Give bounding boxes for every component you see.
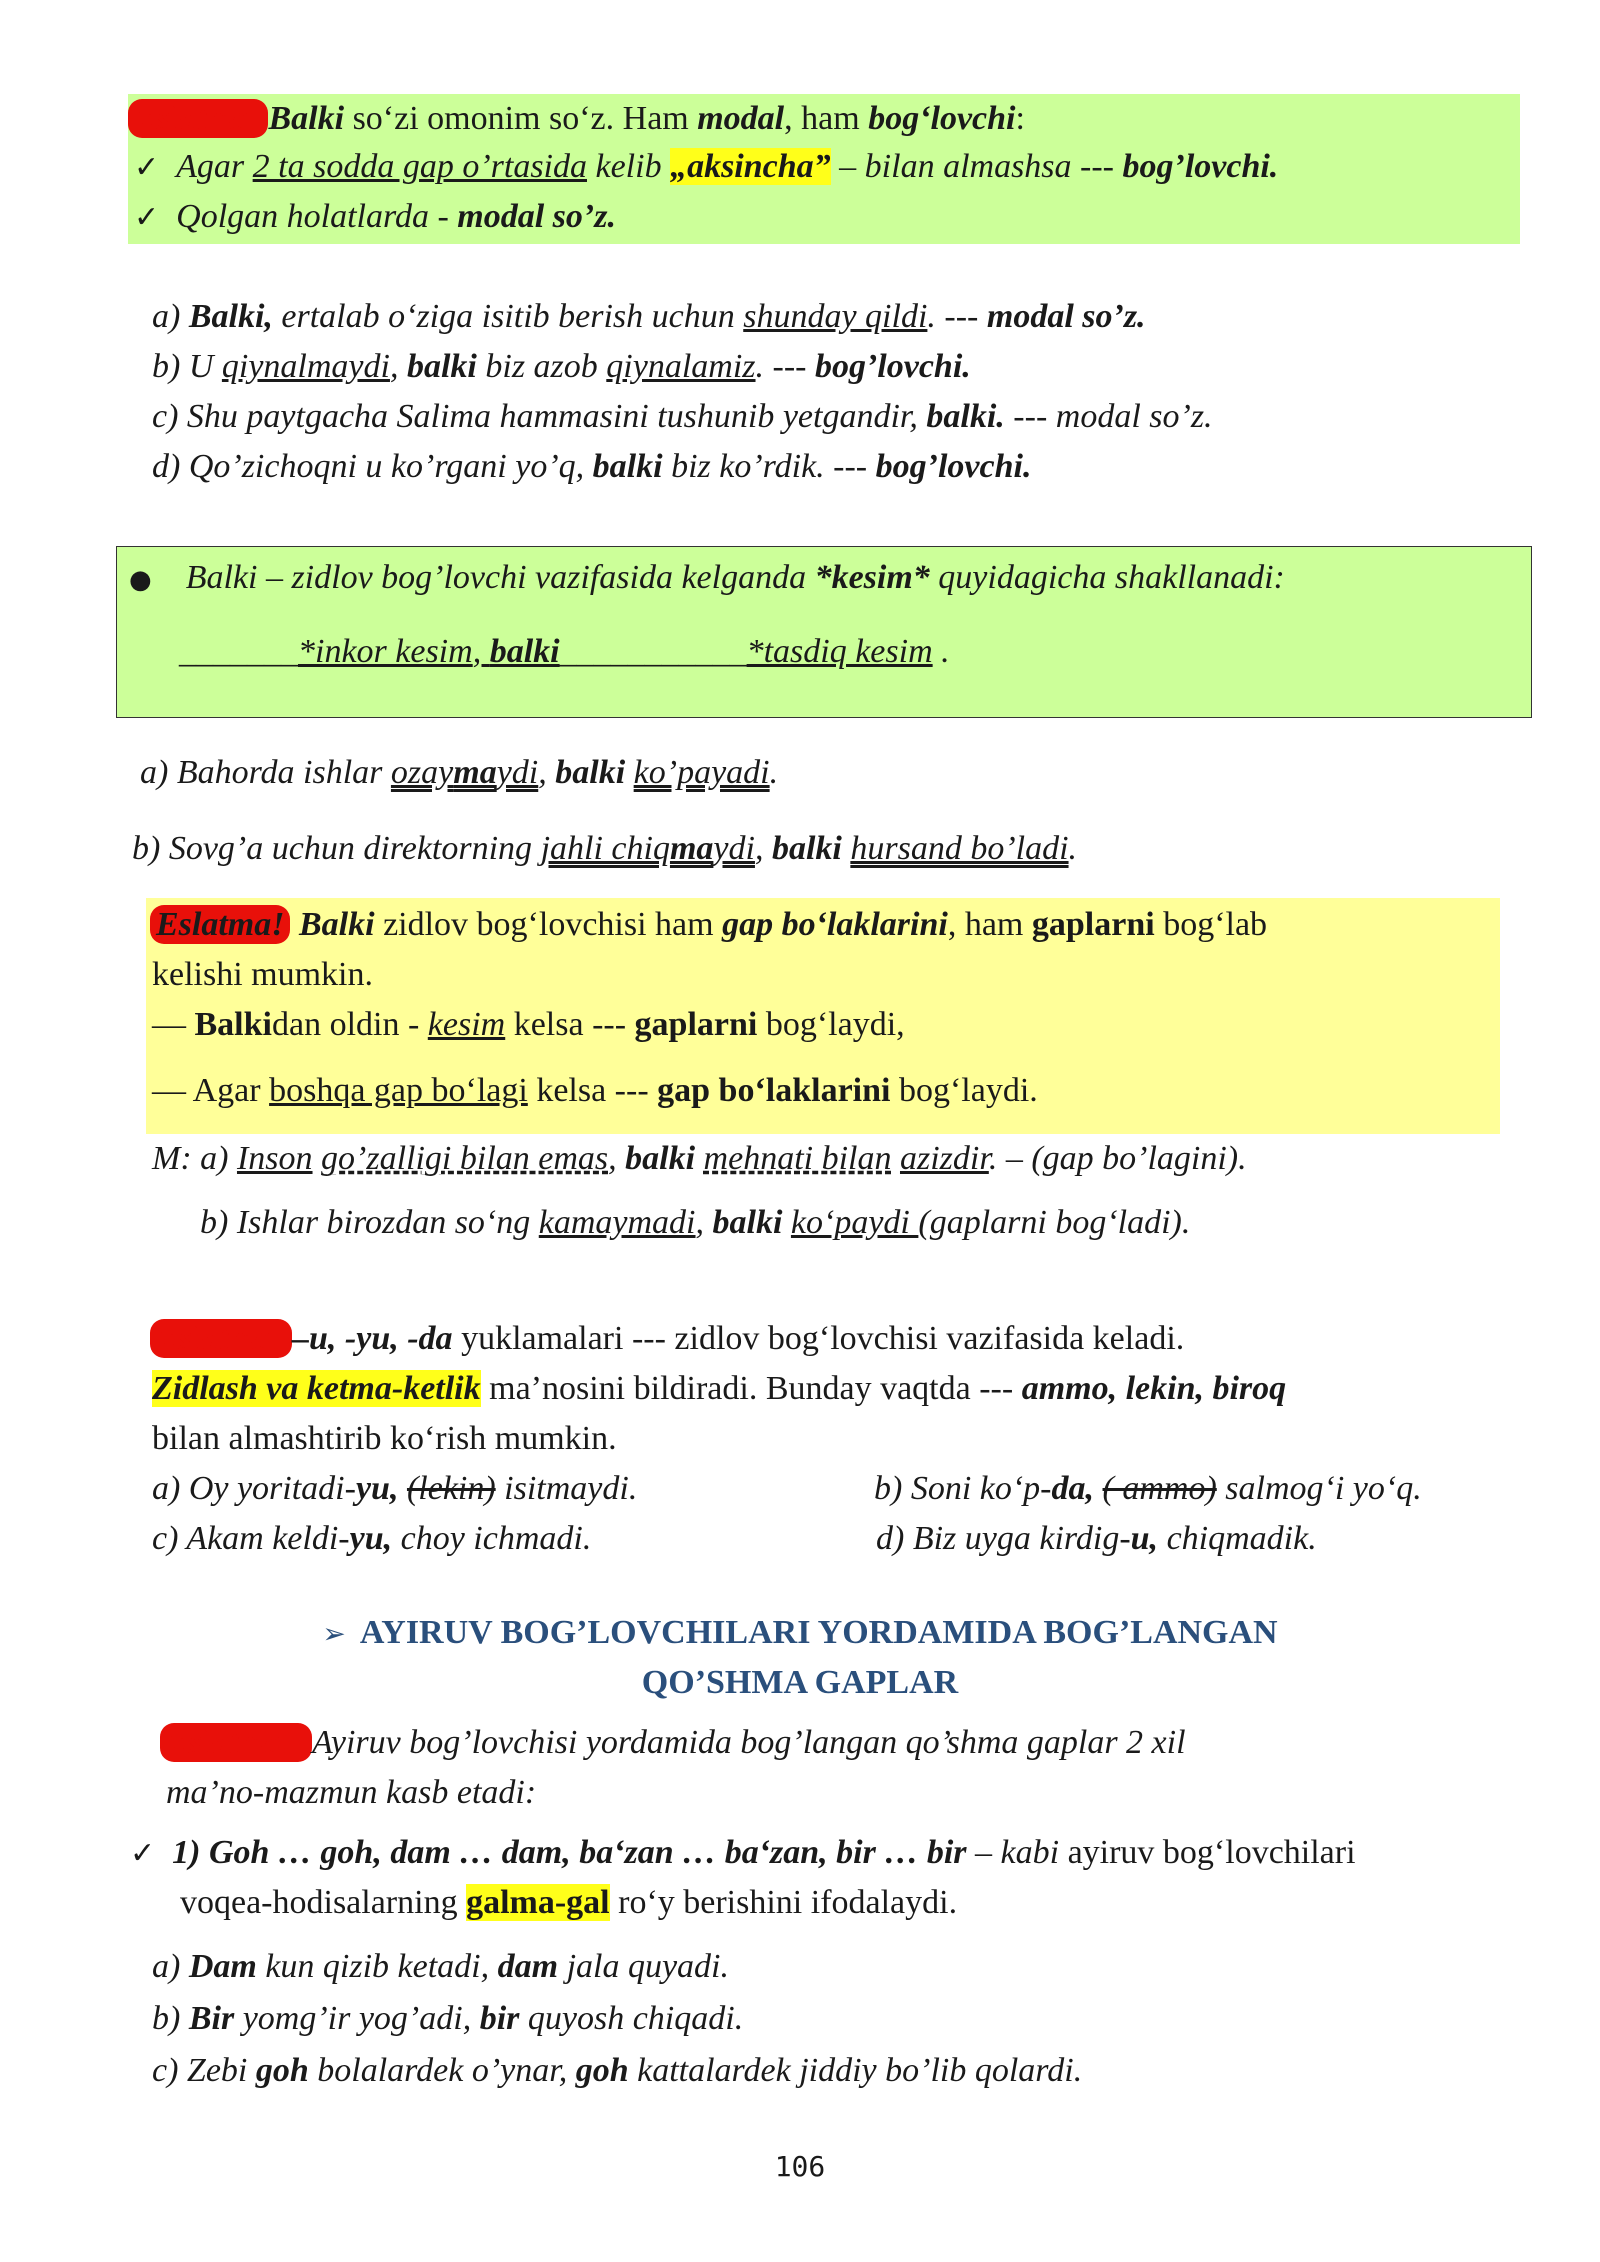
text-run: , ham bbox=[947, 906, 1032, 943]
text-run: galma-gal bbox=[466, 1884, 610, 1921]
particles-text bbox=[292, 1320, 1184, 1357]
text-run: 2 ta sodda gap o’rtasida bbox=[252, 148, 587, 185]
example-line bbox=[152, 1996, 743, 2042]
eslatma-tag: Eslatma! bbox=[150, 905, 290, 944]
text-run: M: a) bbox=[152, 1140, 237, 1177]
text-run: voqea-hodisalarning bbox=[180, 1884, 467, 1921]
text-run: mehnati bilan bbox=[703, 1140, 892, 1177]
text-run: yu, bbox=[355, 1470, 399, 1507]
text-run: a) Oy yoritadi- bbox=[152, 1470, 356, 1507]
section-heading-2 bbox=[0, 1658, 1600, 1708]
example-line bbox=[152, 344, 971, 390]
note1-item-1 bbox=[134, 144, 1520, 191]
text-run bbox=[782, 1204, 791, 1241]
text-run: balki bbox=[625, 1140, 696, 1177]
text-run: ma’no-mazmun kasb etadi: bbox=[166, 1774, 537, 1811]
text-run: c) Akam keldi- bbox=[152, 1520, 350, 1557]
text-run: c) Shu paytgacha Salima hammasini tushunib yetgandir, bbox=[152, 398, 927, 435]
text-run: balki bbox=[712, 1204, 783, 1241]
text-run: c) Zebi bbox=[152, 2052, 256, 2089]
section-heading bbox=[0, 1608, 1600, 1659]
text-run: zidlov bog‘lovchisi ham bbox=[374, 906, 723, 943]
note2-line-3 bbox=[152, 1002, 1500, 1048]
text-run: hursand bo’ladi bbox=[850, 830, 1069, 867]
text-run: kun qizib ketadi, bbox=[256, 1948, 498, 1985]
text-run: Balki bbox=[194, 1006, 272, 1043]
example-line bbox=[200, 1200, 1190, 1246]
text-run: dam bbox=[497, 1948, 559, 1985]
text-run bbox=[695, 1140, 704, 1177]
text-run: Qolgan holatlarda - bbox=[176, 198, 458, 235]
text-run: go’zalligi bilan emas bbox=[321, 1140, 609, 1177]
text-run: _______ bbox=[179, 633, 298, 670]
text-run: bog’lovchi. bbox=[875, 448, 1032, 485]
text-run: kelishi mumkin. bbox=[152, 956, 373, 993]
text-run: – kabi bbox=[966, 1834, 1068, 1871]
text-run: ___________ bbox=[559, 633, 747, 670]
text-run: chiqmadik. bbox=[1158, 1520, 1317, 1557]
text-run: , bbox=[754, 830, 772, 867]
text-run: ayiruv bog‘lovchilari bbox=[1067, 1834, 1356, 1871]
text-run: --- modal so’z. bbox=[1004, 398, 1213, 435]
example-line bbox=[152, 394, 1213, 440]
check-icon: ✓ bbox=[130, 1836, 156, 1871]
page-number: 106 bbox=[774, 2150, 826, 2183]
note2-line-1 bbox=[150, 902, 1500, 948]
text-run: *kesim* bbox=[814, 559, 930, 596]
text-run: –u, -yu, -da bbox=[292, 1320, 453, 1357]
text-run: Agar bbox=[192, 1072, 270, 1109]
text-run: kesim bbox=[427, 1006, 506, 1043]
text-run: ertalab o‘ziga isitib berish uchun bbox=[272, 298, 744, 335]
text-run: shunday qildi bbox=[743, 298, 928, 335]
text-run: gaplarni bbox=[1031, 906, 1155, 943]
text-run: Bir bbox=[188, 2000, 235, 2037]
ayiruv-line-1 bbox=[160, 1720, 1186, 1766]
text-run: Inson bbox=[236, 1140, 313, 1177]
text-run: balki bbox=[592, 448, 663, 485]
text-run: salmog‘i yo‘q. bbox=[1216, 1470, 1422, 1507]
text-run bbox=[891, 1140, 900, 1177]
note1-box bbox=[128, 94, 1520, 244]
text-run: Balki bbox=[298, 906, 375, 943]
text-run: Dam bbox=[188, 1948, 257, 1985]
note1-header bbox=[128, 96, 1520, 142]
text-run: quyosh chiqadi. bbox=[519, 2000, 744, 2037]
example-line bbox=[152, 1944, 729, 1990]
text-run: kelsa --- bbox=[527, 1072, 658, 1109]
text-run: bilan almashtirib ko‘rish mumkin. bbox=[152, 1420, 617, 1457]
text-run: u, bbox=[1130, 1520, 1159, 1557]
note2-line-4 bbox=[152, 1068, 1500, 1114]
note1-item-2 bbox=[134, 194, 1520, 241]
text-run: — bbox=[152, 1006, 195, 1043]
text-run: . bbox=[1068, 830, 1078, 867]
text-run: : bbox=[1015, 100, 1025, 137]
text-run: modal so’z. bbox=[457, 198, 616, 235]
note1-item-text bbox=[176, 148, 1278, 185]
section-title-2: QO’SHMA GAPLAR bbox=[641, 1664, 959, 1701]
text-run: balki bbox=[406, 348, 477, 385]
example-line bbox=[152, 444, 1031, 490]
example-line bbox=[132, 826, 1077, 872]
text-run: bir bbox=[479, 2000, 520, 2037]
ayiruv-point-1b bbox=[180, 1880, 957, 1926]
text-run: (gaplarni bog‘ladi). bbox=[918, 1204, 1191, 1241]
rule-bullet-text bbox=[186, 559, 1285, 596]
note2-box bbox=[146, 898, 1500, 1134]
text-run: , bbox=[695, 1204, 713, 1241]
text-run: bog’lovchi. bbox=[814, 348, 971, 385]
text-run: isitmaydi. bbox=[495, 1470, 638, 1507]
text-run: „aksincha” bbox=[670, 148, 831, 185]
text-run: qiynalmaydi bbox=[221, 348, 390, 385]
example-line bbox=[874, 1466, 1422, 1512]
text-run: balki. bbox=[926, 398, 1005, 435]
eslatma-tag: Eslatma! bbox=[150, 1319, 292, 1358]
ayiruv-point-text bbox=[172, 1834, 1355, 1871]
text-run bbox=[625, 754, 634, 791]
text-run: b) Soni ko‘p- bbox=[874, 1470, 1052, 1507]
text-run: quyidagicha shakllanadi: bbox=[929, 559, 1285, 596]
text-run: b) U bbox=[152, 348, 222, 385]
text-run: a) bbox=[152, 298, 189, 335]
text-run: kelsa --- bbox=[505, 1006, 635, 1043]
text-run: ammo, lekin, biroq bbox=[1021, 1370, 1287, 1407]
check-icon: ✓ bbox=[134, 150, 160, 185]
text-run: — bbox=[152, 1072, 193, 1109]
text-run: bog‘lovchi bbox=[868, 100, 1016, 137]
text-run: dan oldin - bbox=[271, 1006, 428, 1043]
rule-box bbox=[116, 546, 1532, 718]
text-run: balki bbox=[771, 830, 842, 867]
text-run: . – (gap bo’lagini). bbox=[988, 1140, 1247, 1177]
text-run: yu, bbox=[349, 1520, 393, 1557]
text-run: Balki bbox=[268, 100, 345, 137]
text-run: bog’lovchi. bbox=[1122, 148, 1279, 185]
text-run: . --- bbox=[927, 298, 987, 335]
text-run: , bbox=[389, 348, 407, 385]
text-run: kamaymadi bbox=[538, 1204, 696, 1241]
arrow-icon: ➢ bbox=[322, 1617, 346, 1650]
text-run: *tasdiq kesim bbox=[746, 633, 933, 670]
text-run: , ham bbox=[784, 100, 869, 137]
example-line bbox=[152, 2048, 1082, 2094]
text-run: Balki, bbox=[188, 298, 273, 335]
text-run: gap bo‘laklarini bbox=[722, 906, 948, 943]
text-run: ydi bbox=[496, 754, 539, 791]
text-run: kattalardek jiddiy bo’lib qolardi. bbox=[628, 2052, 1083, 2089]
text-run: goh bbox=[575, 2052, 629, 2089]
text-run: a) bbox=[152, 1948, 189, 1985]
text-run: bog‘laydi, bbox=[757, 1006, 905, 1043]
text-run: , bbox=[608, 1140, 626, 1177]
text-run: ma’nosini bildiradi. Bunday vaqtda --- bbox=[480, 1370, 1022, 1407]
text-run: (lekin) bbox=[406, 1470, 496, 1507]
text-run: ydi bbox=[713, 830, 755, 867]
particles-line-3 bbox=[152, 1416, 617, 1462]
text-run: b) Ishlar birozdan so‘ng bbox=[200, 1204, 539, 1241]
note1-item-text bbox=[176, 198, 616, 235]
example-line bbox=[140, 750, 778, 796]
text-run: , bbox=[538, 754, 556, 791]
example-line bbox=[152, 1466, 637, 1512]
example-line bbox=[152, 1136, 1247, 1182]
text-run: . bbox=[932, 633, 950, 670]
example-line bbox=[152, 294, 1146, 340]
text-run: ko‘paydi bbox=[790, 1204, 919, 1241]
text-run: Agar bbox=[176, 148, 253, 185]
text-run: d) Qo’zichoqni u ko’rgani yo’q, bbox=[152, 448, 593, 485]
example-line bbox=[152, 1516, 591, 1562]
text-run: gap bo‘laklarini bbox=[657, 1072, 891, 1109]
text-run: qiynalamiz bbox=[606, 348, 756, 385]
text-run: balki bbox=[555, 754, 626, 791]
text-run: b) Sovg’a uchun direktorning bbox=[132, 830, 541, 867]
note1-text bbox=[268, 100, 1024, 137]
ayiruv-text bbox=[312, 1724, 1186, 1761]
text-run: yuklamalari --- zidlov bog‘lovchisi vazifasida keladi. bbox=[452, 1320, 1185, 1357]
eslatma-tag: Eslatma! bbox=[160, 1723, 312, 1762]
example-line bbox=[876, 1516, 1317, 1562]
text-run: balki bbox=[489, 633, 560, 670]
text-run bbox=[290, 906, 299, 943]
text-run: jala quyadi. bbox=[558, 1948, 730, 1985]
text-run: d) Biz uyga kirdig- bbox=[876, 1520, 1131, 1557]
rule-formula bbox=[179, 629, 1531, 675]
text-run: Zidlash va ketma-ketlik bbox=[152, 1370, 481, 1407]
text-run: boshqa gap bo‘lagi bbox=[269, 1072, 528, 1109]
note2-line-text bbox=[290, 906, 1267, 943]
text-run: so‘zi omonim so‘z. Ham bbox=[344, 100, 698, 137]
text-run: . bbox=[769, 754, 779, 791]
text-run: azizdir bbox=[899, 1140, 989, 1177]
text-run: ma bbox=[453, 754, 497, 791]
text-run: kelib bbox=[587, 148, 671, 185]
text-run: Ayiruv bog’lovchisi yordamida bog’langan qo’shma gaplar 2 xil bbox=[312, 1724, 1186, 1761]
text-run: . --- bbox=[755, 348, 815, 385]
text-run: , bbox=[472, 633, 490, 670]
text-run: *inkor kesim bbox=[298, 633, 473, 670]
text-run bbox=[398, 1470, 407, 1507]
check-icon: ✓ bbox=[134, 200, 160, 235]
eslatma-tag: Eslatma! bbox=[128, 99, 268, 138]
text-run: choy ichmadi. bbox=[392, 1520, 592, 1557]
rule-bullet bbox=[129, 555, 1531, 603]
ayiruv-line-2 bbox=[166, 1770, 536, 1816]
text-run: biz ko’rdik. --- bbox=[662, 448, 876, 485]
section-title-1: AYIRUV BOG’LOVCHILARI YORDAMIDA BOG’LANGAN bbox=[359, 1614, 1278, 1651]
text-run: ko’payadi bbox=[633, 754, 770, 791]
text-run: – bilan almashsa --- bbox=[830, 148, 1123, 185]
text-run: ro‘y berishini ifodalaydi. bbox=[609, 1884, 958, 1921]
note2-line-2 bbox=[152, 952, 1500, 998]
text-run: ma bbox=[669, 830, 714, 867]
text-run: biz azob bbox=[476, 348, 607, 385]
text-run: goh bbox=[255, 2052, 309, 2089]
text-run: 1) Goh … goh, dam … dam, ba‘zan … ba‘zan, bir … bir bbox=[172, 1834, 967, 1871]
text-run: modal so’z. bbox=[986, 298, 1146, 335]
bullet-icon: ● bbox=[129, 565, 152, 595]
text-run: gaplarni bbox=[634, 1006, 758, 1043]
text-run: bog‘lab bbox=[1154, 906, 1268, 943]
text-run bbox=[313, 1140, 322, 1177]
text-run: yomg’ir yog’adi, bbox=[234, 2000, 480, 2037]
text-run: jahli chiq bbox=[540, 830, 670, 867]
text-run: ( ammo) bbox=[1102, 1470, 1217, 1507]
text-run: bog‘laydi. bbox=[890, 1072, 1038, 1109]
text-run: modal bbox=[697, 100, 785, 137]
text-run: b) bbox=[152, 2000, 189, 2037]
ayiruv-point-1 bbox=[130, 1830, 1356, 1877]
text-run: a) Bahorda ishlar bbox=[140, 754, 391, 791]
particles-line-1 bbox=[150, 1316, 1184, 1362]
text-run: Balki – zidlov bog’lovchi vazifasida kelganda bbox=[185, 559, 815, 596]
text-run bbox=[1094, 1470, 1103, 1507]
text-run: ozay bbox=[390, 754, 454, 791]
particles-line-2 bbox=[152, 1366, 1286, 1412]
text-run: bolalardek o’ynar, bbox=[308, 2052, 576, 2089]
text-run: da, bbox=[1051, 1470, 1095, 1507]
